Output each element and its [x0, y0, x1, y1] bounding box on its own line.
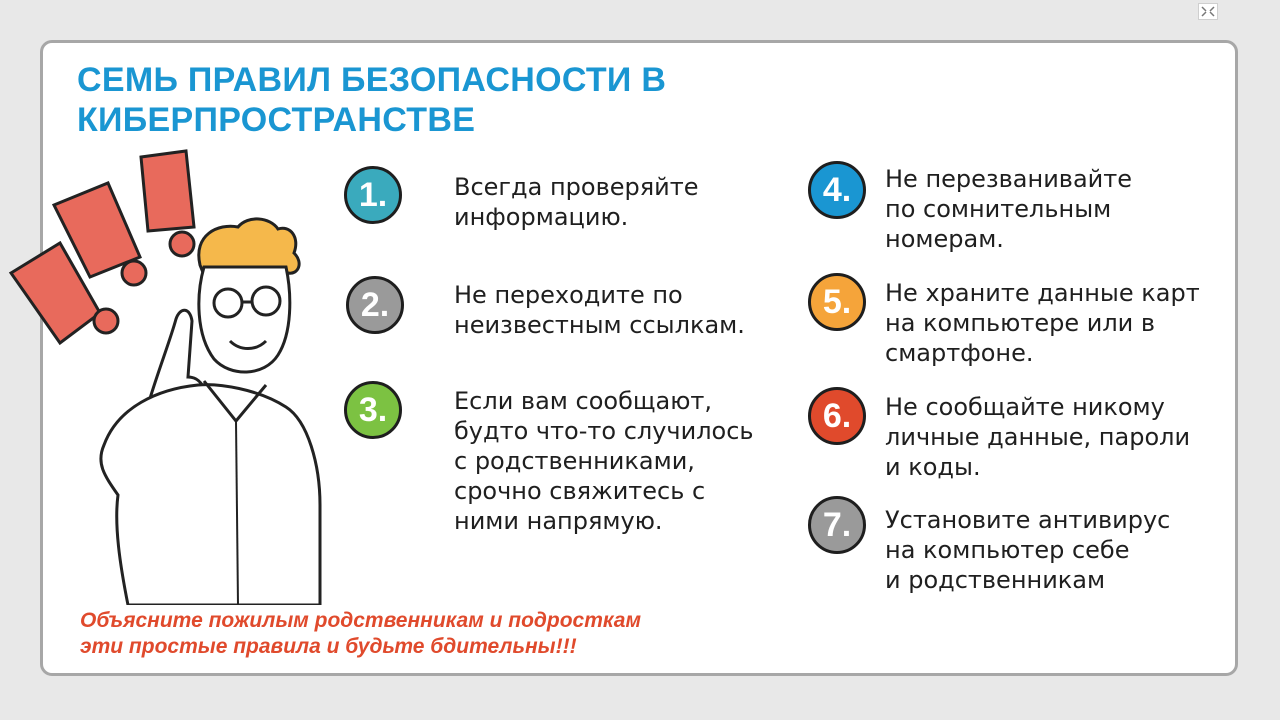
rule-4-line: номерам. [885, 225, 1004, 253]
rule-7-line: Установите антивирус [885, 506, 1171, 534]
badge-6: 6. [808, 387, 866, 445]
rule-4-line: Не перезванивайте [885, 165, 1132, 193]
footer-line-1: Объясните пожилым родственникам и подросткам [80, 609, 642, 632]
footer-line-2: эти простые правила и будьте бдительны!!! [80, 635, 577, 658]
rule-2 [454, 280, 745, 340]
rule-5-line: на компьютере или в [885, 309, 1156, 337]
rule-5-line: смартфоне. [885, 339, 1034, 367]
page-title [77, 60, 777, 140]
rule-6 [885, 392, 1190, 482]
badge-4: 4. [808, 161, 866, 219]
rule-3-line: Если вам сообщают, [454, 387, 712, 415]
rule-1-line: информацию. [454, 203, 629, 231]
rule-7-line: и родственникам [885, 566, 1106, 594]
badge-5: 5. [808, 273, 866, 331]
rule-2-line: неизвестным ссылкам. [454, 311, 745, 339]
rule-5 [885, 278, 1200, 368]
exclamation-mark-icon [141, 151, 194, 256]
badge-2: 2. [346, 276, 404, 334]
badge-1: 1. [344, 166, 402, 224]
rule-6-line: Не сообщайте никому [885, 393, 1165, 421]
rule-3-line: ними напрямую. [454, 507, 663, 535]
rule-3-line: срочно свяжитесь с [454, 477, 706, 505]
rule-4-line: по сомнительным [885, 195, 1112, 223]
rule-6-line: и коды. [885, 453, 981, 481]
fullscreen-icon[interactable] [1198, 3, 1218, 20]
rule-5-line: Не храните данные карт [885, 279, 1200, 307]
rule-1 [454, 172, 699, 232]
rule-6-line: личные данные, пароли [885, 423, 1191, 451]
rule-1-line: Всегда проверяйте [454, 173, 699, 201]
badge-7: 7. [808, 496, 866, 554]
title-line-1: СЕМЬ ПРАВИЛ БЕЗОПАСНОСТИ В [77, 61, 667, 99]
rule-3-line: с родственниками, [454, 447, 695, 475]
rule-4 [885, 164, 1132, 254]
footer-warning [80, 608, 641, 660]
title-line-2: КИБЕРПРОСТРАНСТВЕ [77, 101, 476, 139]
rule-7 [885, 505, 1170, 595]
badge-3: 3. [344, 381, 402, 439]
rule-3-line: будто что-то случилось [454, 417, 754, 445]
thinking-man-illustration [8, 145, 338, 605]
rule-7-line: на компьютер себе [885, 536, 1130, 564]
rule-3 [454, 386, 754, 536]
rule-2-line: Не переходите по [454, 281, 683, 309]
